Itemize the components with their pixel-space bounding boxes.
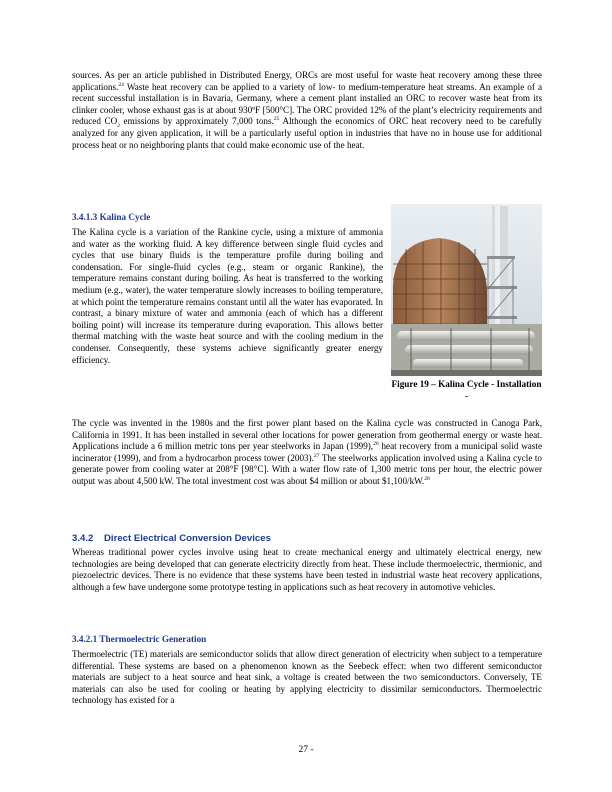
intro-text-3: emissions by approximately 7,000 tons.	[119, 116, 274, 127]
kalina-history-paragraph	[72, 418, 542, 488]
footnote-ref-28[interactable]: 28	[424, 475, 430, 482]
intro-text-2: Waste heat recovery can be applied to a variety of low- to medium-temperature heat streams. An example of a recent successful installation is in Bavaria, Germany, where a cement plant installed an ORC to recover waste heat from its clinker cooler, whose exhaust gas is at about 930ºF [500°C]. The ORC provided 12% of the plant’s electricity requirements and reduced CO	[72, 81, 542, 127]
kalina-paragraph: The Kalina cycle is a variation of the Rankine cycle, using a mixture of ammonia and water as the working fluid. A key difference between single fluid cycles and cycles that use binary fluids is the temperature profile during boiling and condensation. For single-fluid cycles (e.g., steam or organic Rankine), the temperature remains constant during boiling. As heat is transferred to the working medium (e.g., water), the water temperature slowly increases to boiling temperature, at which point the temperature remains constant until all the water has evaporated. In contrast, a binary mixture of water and ammonia (each of which has a different boiling point) will increase its temperature during evaporation. This allows better thermal matching with the waste heat source and with the cooling medium in the condenser. Consequently, these systems achieve significantly greater energy efficiency.	[72, 227, 383, 365]
thermoelectric-paragraph: Thermoelectric (TE) materials are semiconductor solids that allow direct generation of electricity when subject to a temperature differential. These systems are based on a phenomenon known as the Seebeck effect: when two different semiconductor materials are subject to a heat source and heat sink, a voltage is created between the two semiconductors. Conversely, TE materials can also be used for cooling or heating by applying electricity to dissimilar semiconductors. Thermoelectric technology has existed for a	[72, 649, 542, 706]
thermoelectric-heading: 3.4.2.1 Thermoelectric Generation	[72, 634, 207, 644]
footnote-ref-25[interactable]: 25	[273, 116, 280, 123]
co2-subscript: 2	[117, 123, 120, 130]
intro-text-1: sources. As per an article published in Distributed Energy, ORCs are most useful for waste heat recovery among these three applications.	[72, 70, 542, 92]
history-text-3: The steelworks application involved using a Kalina cycle to generate power from cooling water at 208°F [98°C]. With a water flow rate of 1,300 metric tons per hour, the electric power output was about 4,500 kW. The total investment cost was about $4 million or about $1,100/kW.	[72, 452, 542, 486]
footnote-ref-24[interactable]: 24	[118, 81, 124, 88]
footnote-ref-26[interactable]: 26	[373, 441, 379, 448]
history-text-2: heat recovery from a municipal solid waste incinerator (1999), and from a hydrocarbon process tower (2003).	[72, 441, 542, 463]
footnote-ref-27[interactable]: 27	[313, 452, 320, 459]
kalina-plant-illustration	[391, 204, 542, 376]
direct-conversion-heading: 3.4.2 Direct Electrical Conversion Devices	[72, 533, 271, 544]
kalina-heading: 3.4.1.3 Kalina Cycle	[72, 212, 151, 222]
direct-conversion-paragraph: Whereas traditional power cycles involve using heat to create mechanical energy and ultimately electrical energy, new technologies are being developed that can generate electricity directly from heat. These include thermoelectric, thermionic, and piezoelectric devices. There is no evidence that these systems have been tested in industrial waste heat recovery applications, although a few have undergone some prototype testing in applications such as heat recovery in automotive vehicles.	[72, 547, 542, 592]
history-text-1: The cycle was invented in the 1980s and the first power plant based on the Kalina cycle was constructed in Canoga Park, California in 1991. It has been installed in several other locations for power generation from geothermal energy or waste heat. Applications include a 6 million metric tons per year steelworks in Japan (1999),	[72, 418, 542, 452]
figure-caption: Figure 19 – Kalina Cycle - Installation -	[391, 379, 542, 401]
page-number: 27 -	[298, 745, 314, 755]
intro-paragraph	[72, 70, 542, 151]
intro-text-4: Although the economics of ORC heat recovery need to be carefully analyzed for any given application, it will be a particularly useful option in industries that have no in house use for additional process heat or no neighboring plants that could make economic use of the heat.	[72, 116, 542, 150]
kalina-installation-photo	[391, 204, 542, 376]
